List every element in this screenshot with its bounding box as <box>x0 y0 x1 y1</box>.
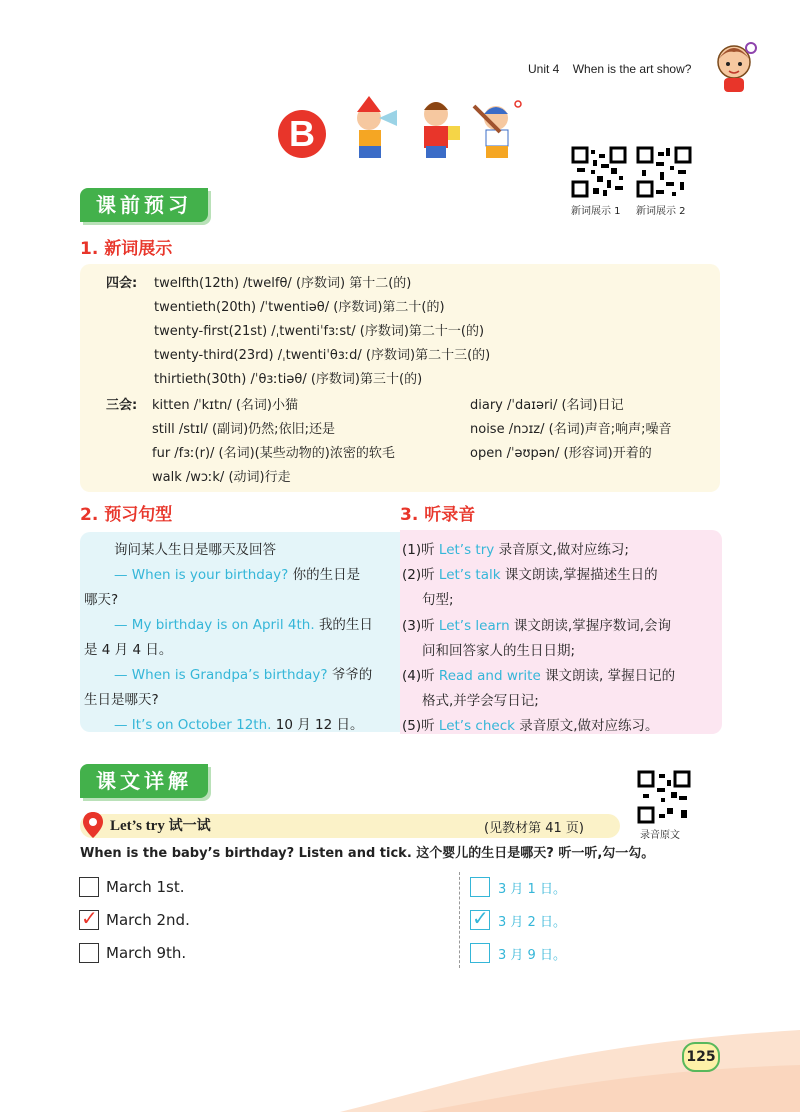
vocab-word: still /stɪl/ (副词)仍然;依旧;还是 <box>152 422 335 437</box>
unit-label: Unit 4 <box>528 62 560 76</box>
sentence-line-cont: 生日是哪天? <box>84 692 159 708</box>
option-label-en: March 9th. <box>106 944 187 962</box>
options-divider <box>459 872 460 968</box>
vocab-word: twenty-first(21st) /ˌtwentiˈfɜːst/ (序数词)第二十一(的) <box>154 324 485 339</box>
option-label-zh: 3 月 1 日。 <box>498 882 566 897</box>
vocab-word: kitten /ˈkɪtn/ (名词)小猫 <box>152 398 299 413</box>
vocab-word: twelfth(12th) /twelfθ/ (序数词) 第十二(的) <box>154 276 412 291</box>
vocab-heading: 1. 新词展示 <box>80 239 173 259</box>
three-skill-label: 三会: <box>106 398 138 413</box>
option-label-zh: 3 月 9 日。 <box>498 948 566 963</box>
listen-item: (5)听 Let’s check 录音原文,做对应练习。 <box>402 718 659 734</box>
listen-item: (4)听 Read and write 课文朗读, 掌握日记的 <box>402 668 676 684</box>
textbook-page-ref: (见教材第 41 页) <box>484 821 584 836</box>
option-checkbox-zh-1[interactable] <box>470 877 490 897</box>
sentence-heading: 2. 预习句型 <box>80 505 173 525</box>
unit-header <box>528 62 691 76</box>
kid-bat-icon <box>470 96 528 162</box>
sentence-box <box>80 532 400 732</box>
listen-heading: 3. 听录音 <box>400 505 476 525</box>
sentence-line-cont: 是 4 月 4 日。 <box>84 642 173 658</box>
vocab-word: twentieth(20th) /ˈtwentiəθ/ (序数词)第二十(的) <box>154 300 445 315</box>
sentence-line: — When is Grandpa’s birthday? 爷爷的 <box>114 667 373 683</box>
listen-item-cont: 问和回答家人的生日日期; <box>422 643 576 659</box>
vocab-word: open /ˈəʊpən/ (形容词)开着的 <box>470 446 652 461</box>
sentence-intro: 询问某人生日是哪天及回答 <box>114 542 276 558</box>
girl-mascot-icon <box>712 38 758 94</box>
vocab-word: twenty-third(23rd) /ˌtwentiˈθɜːd/ (序数词)第二十三(的) <box>154 348 491 363</box>
option-checkbox-1[interactable] <box>79 877 99 897</box>
option-label-en: March 2nd. <box>106 911 190 929</box>
listen-item: (2)听 Let’s talk 课文朗读,掌握描述生日的 <box>402 567 658 583</box>
qr-caption-2: 新词展示 2 <box>636 206 686 217</box>
lets-try-title: Let’s try 试一试 <box>110 818 211 834</box>
question-text: When is the baby’s birthday? Listen and tick. 这个婴儿的生日是哪天? 听一听,勾一勾。 <box>80 846 655 861</box>
option-label-zh: 3 月 2 日。 <box>498 915 566 930</box>
unit-title: When is the art show? <box>572 62 692 76</box>
preview-section-title: 课前预习 <box>80 188 208 222</box>
kid-girl-icon <box>410 96 468 162</box>
listen-box <box>400 530 722 734</box>
vocab-word: diary /ˈdaɪəri/ (名词)日记 <box>470 398 624 413</box>
vocab-word: thirtieth(30th) /ˈθɜːtiəθ/ (序数词)第三十(的) <box>154 372 423 387</box>
vocab-word: noise /nɔɪz/ (名词)声音;响声;噪音 <box>470 422 672 437</box>
vocab-word: walk /wɔːk/ (动词)行走 <box>152 470 291 485</box>
listen-item-cont: 句型; <box>422 592 454 608</box>
sentence-line-cont: 哪天? <box>84 592 119 608</box>
listen-item-cont: 格式,并学会写日记; <box>422 693 539 709</box>
location-pin-icon <box>82 811 104 839</box>
sentence-line: — When is your birthday? 你的生日是 <box>114 567 361 583</box>
sentence-line: — My birthday is on April 4th. 我的生日 <box>114 617 373 633</box>
sentence-line: — It’s on October 12th. 10 月 12 日。 <box>114 717 364 733</box>
listen-item: (1)听 Let’s try 录音原文,做对应练习; <box>402 542 629 558</box>
qr-code-1-icon[interactable] <box>571 146 627 198</box>
four-skill-label: 四会: <box>106 276 138 291</box>
explain-section-title: 课文详解 <box>80 764 208 798</box>
section-b-badge: B <box>278 110 326 158</box>
vocab-word: fur /fɜː(r)/ (名词)(某些动物的)浓密的软毛 <box>152 446 395 461</box>
option-checkbox-3[interactable] <box>79 943 99 963</box>
qr-code-2-icon[interactable] <box>636 146 692 198</box>
listen-item: (3)听 Let’s learn 课文朗读,掌握序数词,会询 <box>402 618 672 634</box>
page-number: 125 <box>682 1042 720 1072</box>
kid-trumpet-icon <box>345 96 403 162</box>
check-mark-icon: ✓ <box>81 906 98 930</box>
check-mark-icon: ✓ <box>472 906 489 930</box>
vocab-box <box>80 264 720 492</box>
qr-caption-3: 录音原文 <box>640 830 680 841</box>
option-checkbox-zh-3[interactable] <box>470 943 490 963</box>
qr-caption-1: 新词展示 1 <box>571 206 621 217</box>
qr-code-3-icon[interactable] <box>637 770 691 824</box>
option-label-en: March 1st. <box>106 878 185 896</box>
